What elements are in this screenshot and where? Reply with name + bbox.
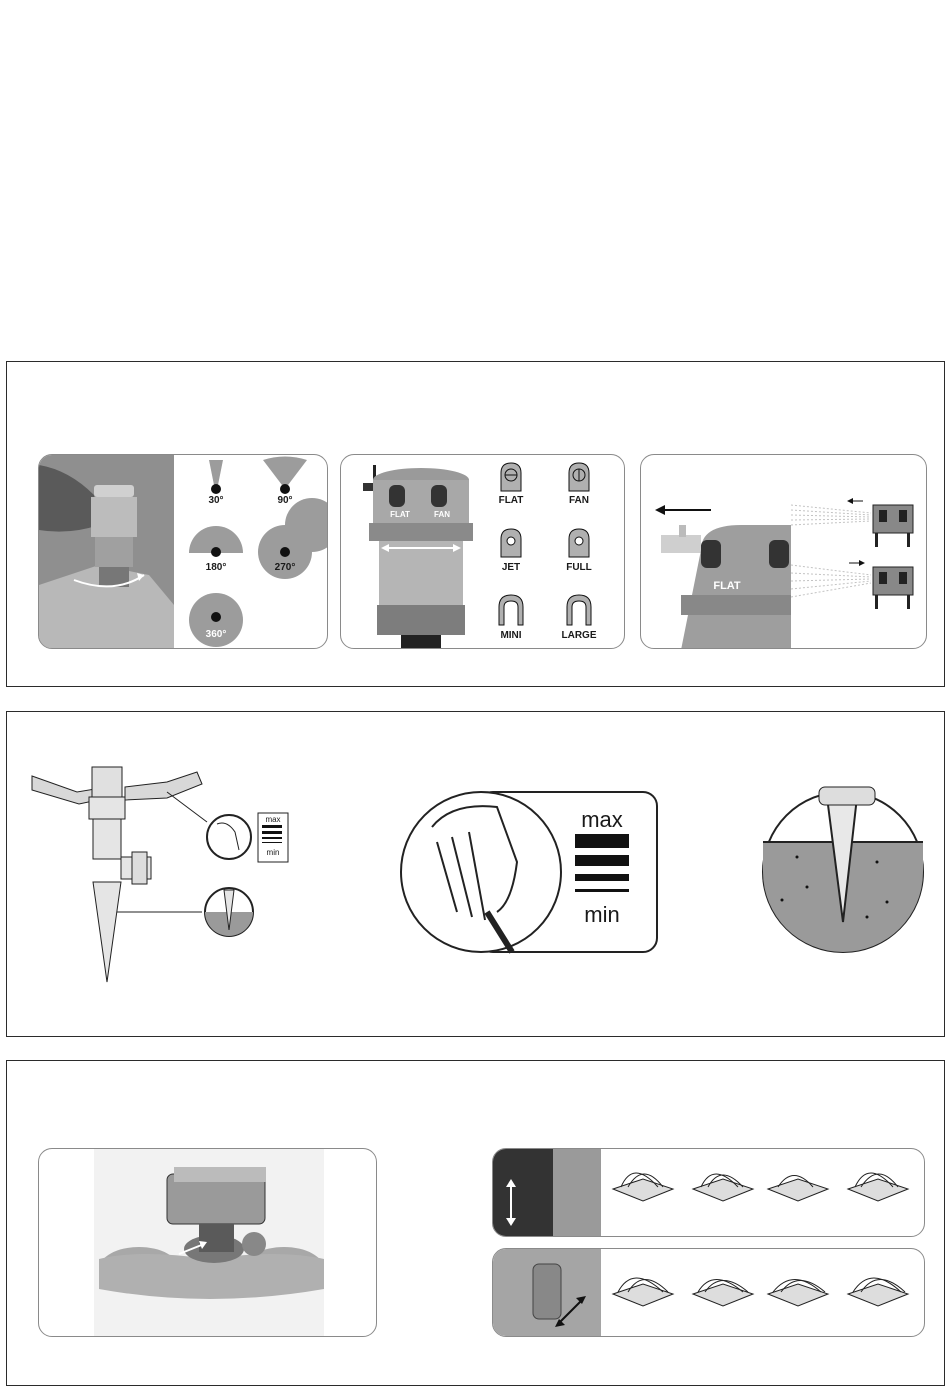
section-spray-settings [6,361,945,687]
small-scale-min: min [266,848,280,857]
mini-pattern-icon [499,595,523,625]
pattern-label-flat: FLAT [498,495,524,506]
dial-label-fan: FAN [434,510,450,519]
small-scale-max: max [265,815,281,824]
scale-min-label: min [584,902,620,927]
panel-angle-selection [38,454,328,649]
pattern-label-fan: FAN [569,495,589,506]
pattern-label-mini: MINI [500,630,522,641]
full-pattern-icon [569,529,589,557]
small-nozzle-bottom-icon [849,560,913,609]
angle-label-360: 360° [205,629,227,640]
section-flow-and-spike [6,711,945,1037]
angle-label-180: 180° [205,562,227,573]
panel-sprinkler-base [38,1148,377,1337]
panel-height-adjust [492,1148,925,1237]
dial-label-flat: FLAT [390,510,410,519]
height-adjust-illustration [493,1149,925,1237]
adjust-dial-label: FLAT [713,580,741,592]
panel-dial-pull [640,454,927,649]
range-adjust-illustration [493,1249,925,1337]
ground-spike-icon [763,787,923,952]
pattern-icons [341,455,625,649]
gauge-zoom-small [207,815,251,859]
oscillating-sprinkler-icon [39,1149,377,1337]
pattern-label-large: LARGE [561,630,597,641]
angle-label-30: 30° [208,495,224,506]
arrow-left-icon [655,505,665,515]
pattern-label-full: FULL [566,562,592,573]
small-nozzle-top-icon [847,498,913,547]
jet-pattern-icon [501,529,521,557]
section-oscillating-sprinkler [6,1060,945,1386]
fan-pattern-icon [569,463,589,491]
dial-pull-illustration [641,455,927,649]
large-pattern-icon [567,595,591,625]
panel-range-adjust [492,1248,925,1337]
angle-label-90: 90° [277,495,293,506]
angle-icons [39,455,328,649]
flat-pattern-icon [501,463,521,491]
spike-sprinkler-illustration [7,712,946,1038]
scale-max-label: max [581,807,623,832]
angle-30-icon [209,460,223,485]
angle-label-270: 270° [274,562,296,573]
pattern-label-jet: JET [501,562,521,573]
panel-pattern-selection [340,454,625,649]
